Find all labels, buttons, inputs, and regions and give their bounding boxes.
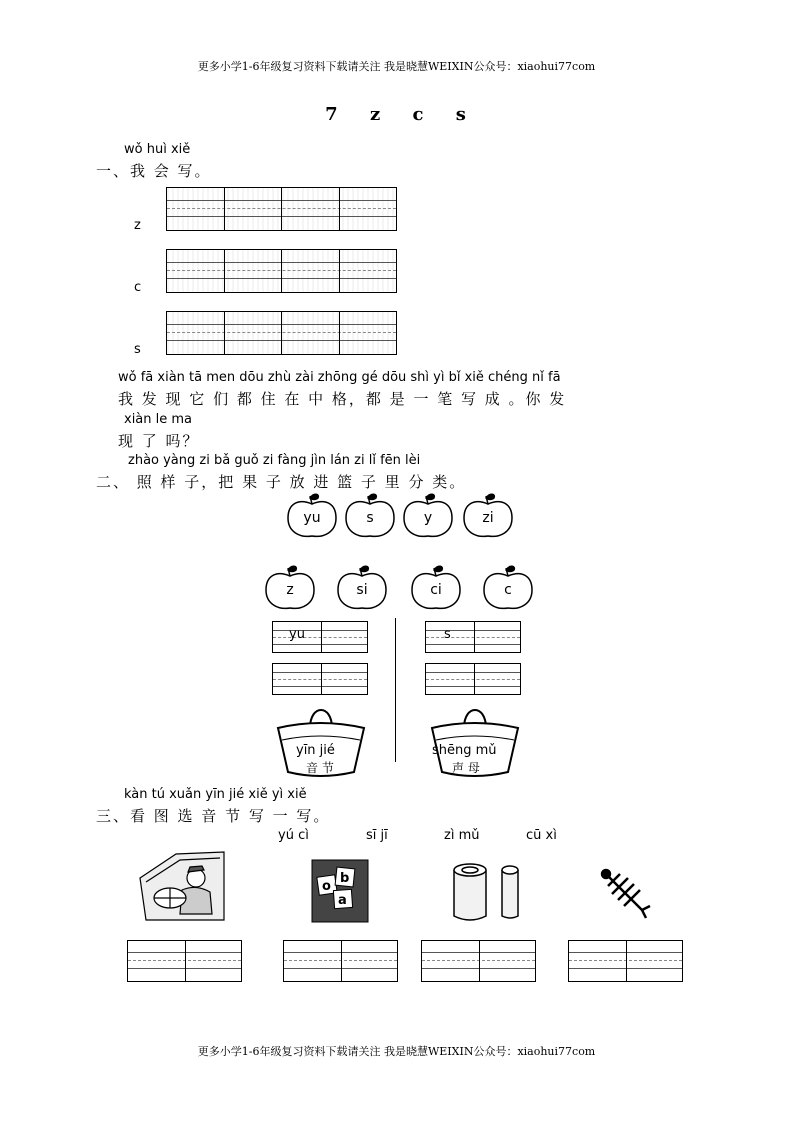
example-answer-s: s <box>444 627 451 642</box>
practice-letter-z: z <box>134 218 141 233</box>
section1-heading: 一、我 会 写。 <box>96 162 212 180</box>
syllable-grid-1[interactable] <box>272 621 368 653</box>
syllable-grid-2[interactable] <box>272 663 368 695</box>
title-letter-c: c <box>412 104 426 125</box>
note-text-line2: 现 了 吗？ <box>118 432 200 450</box>
writing-grid-s[interactable] <box>166 311 397 355</box>
apple-label-yu: yu <box>303 510 321 526</box>
note-text-line1: 我 发 现 它 们 都 住 在 中 格，都 是 一 笔 写 成 。你 发 <box>118 390 567 408</box>
page-footer: 更多小学1-6年级复习资料下载请关注 我是晓慧WEIXIN公众号：xiaohui77com <box>197 1045 596 1058</box>
section2-pinyin: zhào yàng zi bǎ guǒ zi fàng jìn lán zi lǐ fēn lèi <box>128 453 421 468</box>
writing-grid-z[interactable] <box>166 187 397 231</box>
lesson-number: 7 <box>325 104 340 125</box>
option-yu-ci[interactable]: yú cì <box>278 828 309 843</box>
driver-picture-icon <box>136 848 228 924</box>
basket-left-pinyin: yīn jié <box>296 743 335 758</box>
section2-heading: 二、 照 样 子，把 果 子 放 进 篮 子 里 分 类。 <box>96 473 467 491</box>
basket-left-label: 音 节 <box>306 761 334 775</box>
option-zi-mu[interactable]: zì mǔ <box>444 828 480 843</box>
title-letter-s: s <box>455 104 468 125</box>
practice-letter-s: s <box>134 342 141 357</box>
answer-grid-driver[interactable] <box>127 940 242 982</box>
practice-letter-c: c <box>134 280 142 295</box>
initial-grid-2[interactable] <box>425 663 521 695</box>
block-letter-a: a <box>338 893 347 908</box>
writing-grid-c[interactable] <box>166 249 397 293</box>
apple-label-si: si <box>356 582 368 598</box>
lesson-title <box>0 104 793 125</box>
block-letter-o: o <box>322 879 331 894</box>
apple-label-y: y <box>423 510 433 526</box>
fish-bone-icon <box>598 866 654 924</box>
apple-label-c: c <box>504 582 512 598</box>
example-answer-yu: yu <box>289 627 305 642</box>
note-pinyin-line1: wǒ fā xiàn tā men dōu zhù zài zhōng gé dōu shì yì bǐ xiě chéng nǐ fā <box>118 370 561 385</box>
apple-label-z: z <box>286 582 294 598</box>
block-letter-b: b <box>340 871 350 886</box>
answer-grid-fishbone[interactable] <box>568 940 683 982</box>
answer-grid-letters[interactable] <box>283 940 398 982</box>
section3-heading: 三、看 图 选 音 节 写 一 写。 <box>96 807 331 825</box>
apple-label-s: s <box>366 510 374 526</box>
initial-grid-1[interactable] <box>425 621 521 653</box>
option-si-ji[interactable]: sī jī <box>366 828 388 843</box>
letter-blocks-icon <box>310 858 370 924</box>
thick-thin-logs-icon <box>448 860 528 924</box>
column-divider <box>395 618 396 762</box>
section3-pinyin: kàn tú xuǎn yīn jié xiě yì xiě <box>124 787 307 802</box>
answer-grid-logs[interactable] <box>421 940 536 982</box>
option-cu-xi[interactable]: cū xì <box>526 828 557 843</box>
section1-pinyin: wǒ huì xiě <box>124 142 191 157</box>
note-pinyin-line2: xiàn le ma <box>124 412 193 427</box>
basket-right-label: 声 母 <box>452 761 480 775</box>
title-letter-z: z <box>369 104 383 125</box>
page-header: 更多小学1-6年级复习资料下载请关注 我是晓慧WEIXIN公众号：xiaohui77com <box>197 60 596 73</box>
basket-right-pinyin: shēng mǔ <box>432 743 497 758</box>
apple-label-ci: ci <box>430 582 442 598</box>
apple-label-zi: zi <box>482 510 494 526</box>
